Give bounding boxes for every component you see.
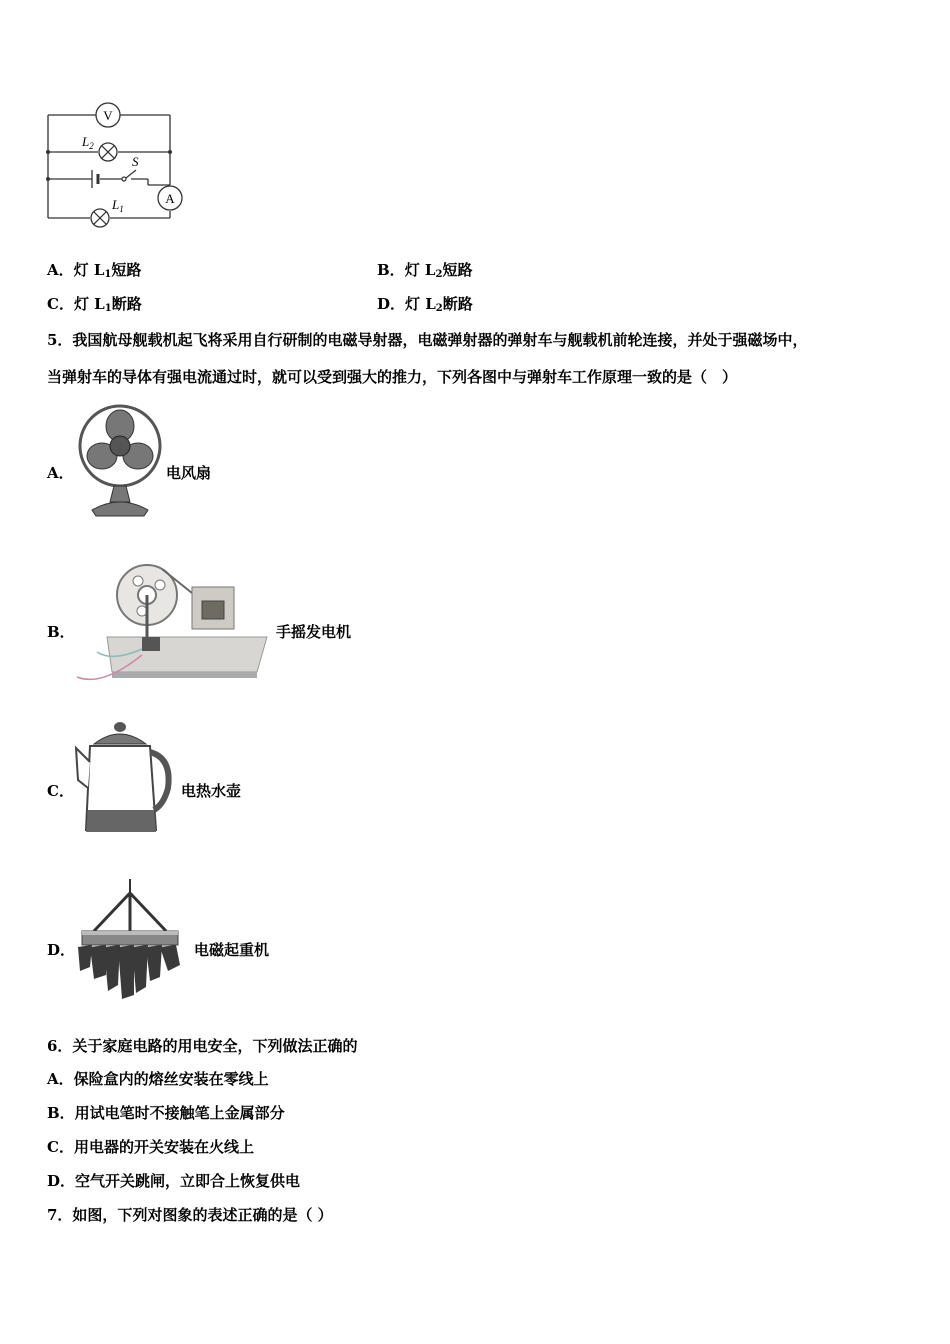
option-letter: D． [377,295,406,313]
q6-option-a[interactable]: A．保险盒内的熔丝安装在零线上 [47,1070,269,1088]
option-letter: B． [377,261,405,279]
lamp-l2-symbol [81,134,117,161]
electric-fan-image [74,400,164,522]
q5-option-d-label: 电磁起重机 [194,941,270,959]
q6-option-b[interactable]: B．用试电笔时不接触笔上金属部分 [47,1104,285,1122]
svg-text:V: V [103,108,113,123]
electric-kettle-image [72,718,177,840]
lamp-l1-symbol [91,197,124,227]
switch-symbol [122,154,139,181]
q4-option-a[interactable]: A．灯 $L_1$短路 [47,261,142,280]
q5-option-d-letter[interactable]: D． [47,941,76,959]
q4-option-b[interactable]: B．灯 $L_2$短路 [377,261,473,280]
q5-option-a-label: 电风扇 [166,464,212,482]
svg-text:L1: $L_1$ [112,197,124,214]
ammeter-symbol [158,186,182,210]
option-letter: A． [47,261,74,279]
q5-option-a-letter[interactable]: A． [47,464,74,482]
voltmeter-symbol [96,103,120,127]
q5-option-b-letter[interactable]: B． [47,623,75,641]
q5-stem-line1: 5．我国航母舰载机起飞将采用自行研制的电磁导射器，电磁弹射器的弹射车与舰载机前轮连接，并处于强磁场中， [47,331,808,349]
q4-option-d[interactable]: D．灯 $L_2$断路 [377,295,473,314]
q6-option-c[interactable]: C．用电器的开关安装在火线上 [47,1138,254,1156]
hand-crank-generator-image [72,557,272,692]
svg-text:S: S [132,154,139,169]
q7-stem: 7．如图，下列对图象的表述正确的是（ ） [47,1206,333,1224]
electromagnetic-crane-image [72,875,190,1005]
q5-option-c-letter[interactable]: C． [47,782,74,800]
q6-stem: 6．关于家庭电路的用电安全，下列做法正确的 [47,1037,358,1055]
option-letter: C． [47,295,74,313]
q5-option-b-label: 手摇发电机 [276,623,352,641]
svg-text:A: A [165,191,175,206]
q5-stem-line2: 当弹射车的导体有强电流通过时，就可以受到强大的推力，下列各图中与弹射车工作原理一致的是（ ） [47,368,738,386]
q6-option-d[interactable]: D．空气开关跳闸，立即合上恢复供电 [47,1172,301,1190]
battery-symbol [92,170,98,188]
q4-option-c[interactable]: C．灯 $L_1$断路 [47,295,142,314]
svg-text:L2: $L_2$ [82,134,94,151]
circuit-diagram [40,95,190,230]
q5-option-c-label: 电热水壶 [181,782,242,800]
